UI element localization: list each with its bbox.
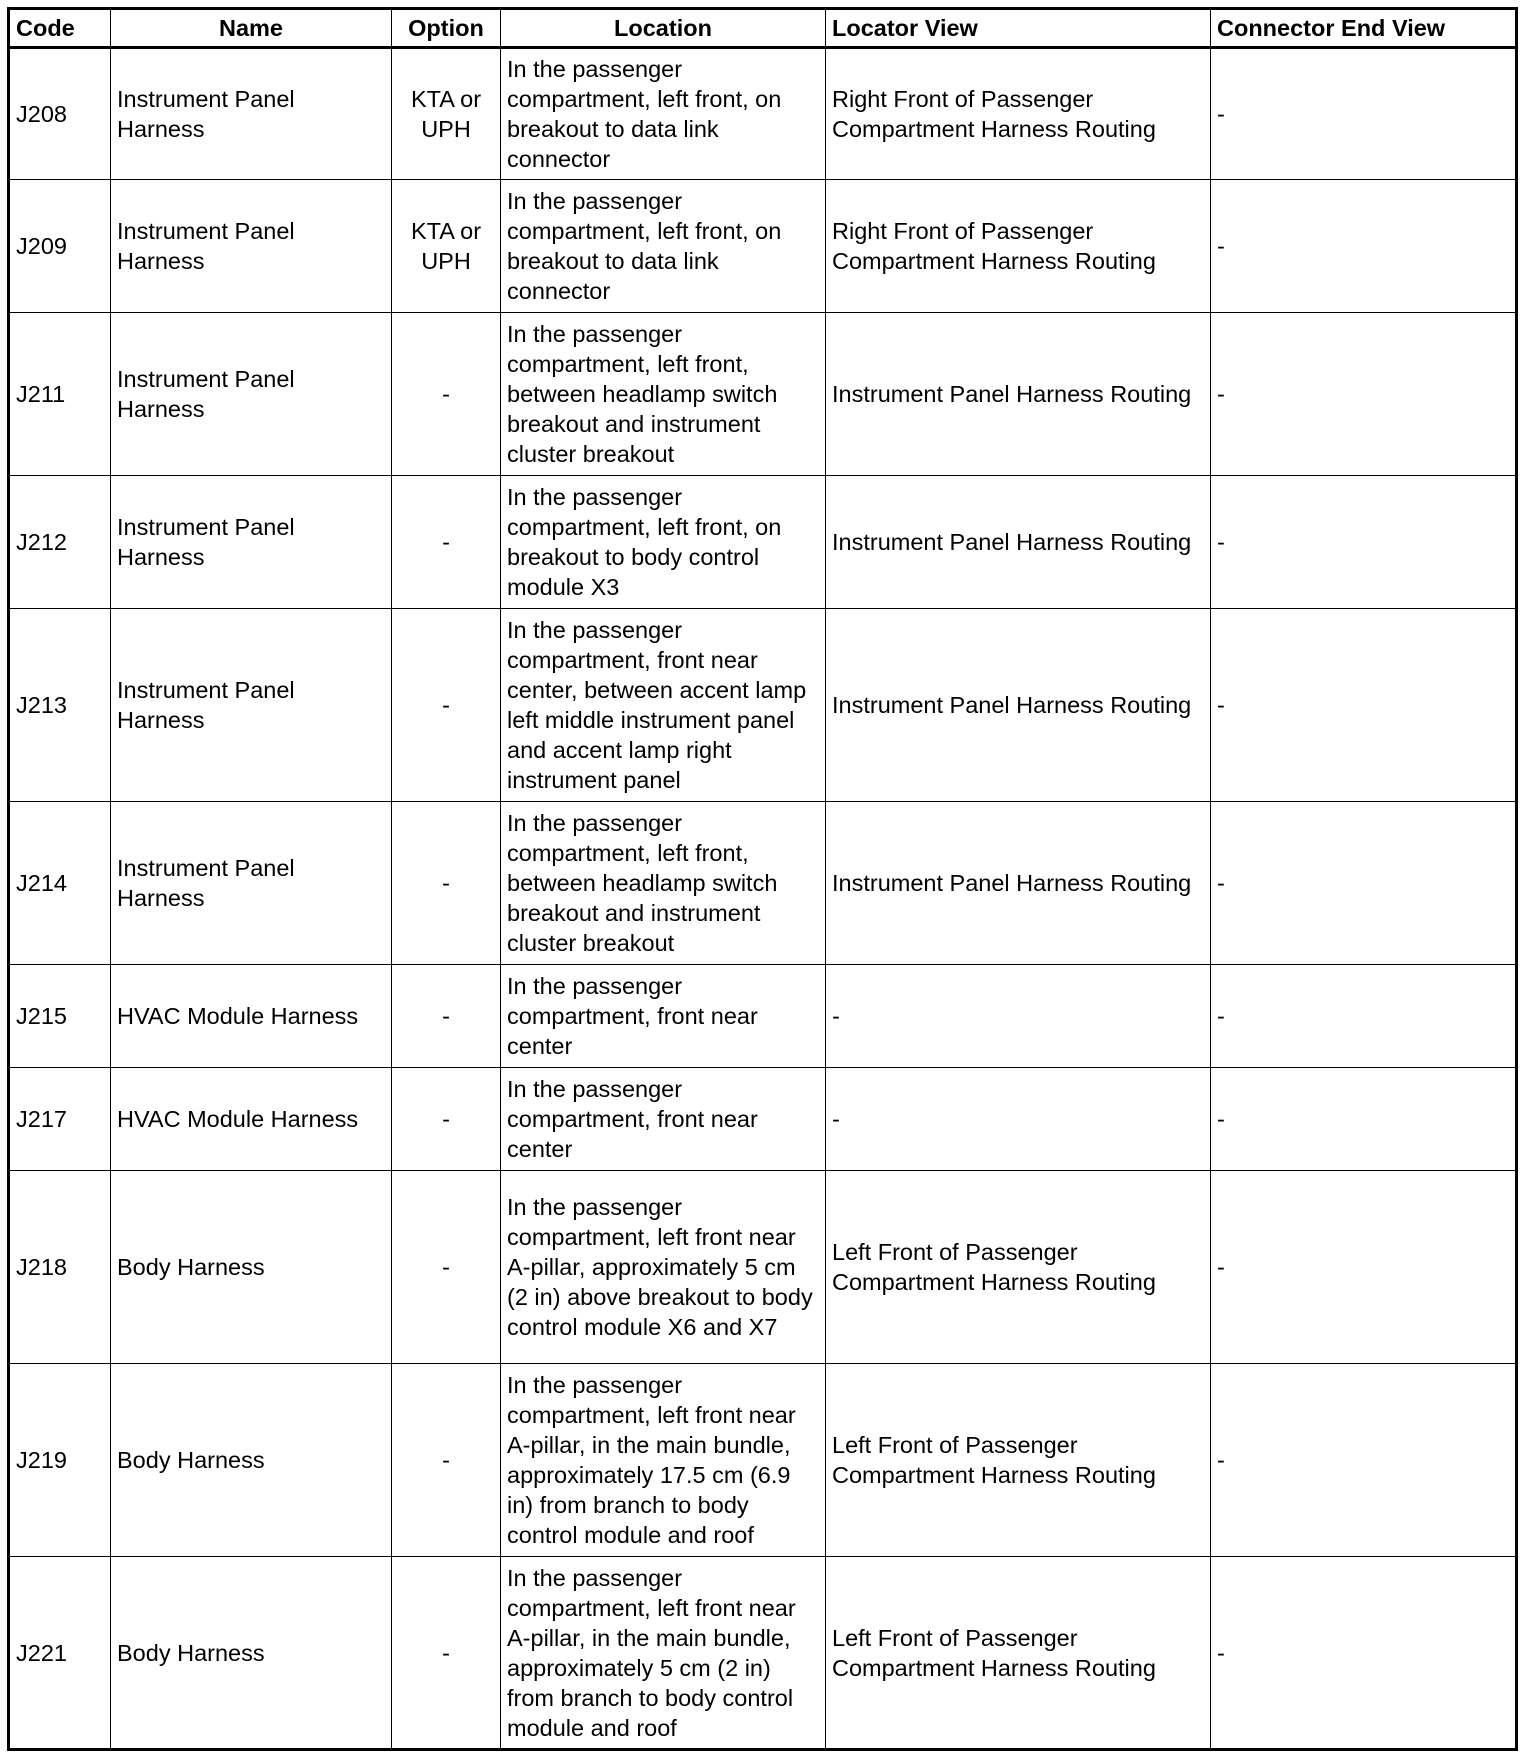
cell-option: KTA or UPH bbox=[392, 48, 501, 180]
cell-locator-view: Instrument Panel Harness Routing bbox=[826, 802, 1211, 965]
cell-locator-view: - bbox=[826, 1068, 1211, 1171]
connector-table bbox=[7, 7, 1518, 1751]
cell-locator-view: Right Front of Passenger Compartment Harness Routing bbox=[826, 48, 1211, 180]
cell-location: In the passenger compartment, front near center, between accent lamp left middle instrument panel and accent lamp right instrument panel bbox=[501, 609, 826, 802]
cell-locator-view: - bbox=[826, 965, 1211, 1068]
cell-location: In the passenger compartment, left front, on breakout to body control module X3 bbox=[501, 476, 826, 609]
cell-code: J217 bbox=[9, 1068, 111, 1171]
header-locator-view: Locator View bbox=[826, 9, 1211, 48]
cell-locator-view: Left Front of Passenger Compartment Harness Routing bbox=[826, 1171, 1211, 1364]
cell-connector-end-view: - bbox=[1211, 180, 1517, 313]
table-row bbox=[9, 1171, 1517, 1364]
cell-code: J215 bbox=[9, 965, 111, 1068]
cell-code: J212 bbox=[9, 476, 111, 609]
table-row bbox=[9, 313, 1517, 476]
cell-location: In the passenger compartment, front near center bbox=[501, 965, 826, 1068]
cell-location: In the passenger compartment, front near center bbox=[501, 1068, 826, 1171]
cell-name: Instrument Panel Harness bbox=[111, 609, 392, 802]
header-connector-end-view: Connector End View bbox=[1211, 9, 1517, 48]
cell-code: J221 bbox=[9, 1557, 111, 1750]
cell-name: Instrument Panel Harness bbox=[111, 180, 392, 313]
table-row bbox=[9, 965, 1517, 1068]
cell-location: In the passenger compartment, left front, between headlamp switch breakout and instrument cluster breakout bbox=[501, 313, 826, 476]
header-row bbox=[9, 9, 1517, 48]
cell-locator-view: Instrument Panel Harness Routing bbox=[826, 476, 1211, 609]
cell-location: In the passenger compartment, left front near A-pillar, approximately 5 cm (2 in) above breakout to body control module X6 and X7 bbox=[501, 1171, 826, 1364]
cell-name: Instrument Panel Harness bbox=[111, 802, 392, 965]
cell-option: - bbox=[392, 476, 501, 609]
cell-option: - bbox=[392, 1364, 501, 1557]
cell-option: - bbox=[392, 1068, 501, 1171]
cell-connector-end-view: - bbox=[1211, 1171, 1517, 1364]
cell-option: - bbox=[392, 1557, 501, 1750]
cell-location: In the passenger compartment, left front, on breakout to data link connector bbox=[501, 180, 826, 313]
cell-option: KTA or UPH bbox=[392, 180, 501, 313]
table-row bbox=[9, 1364, 1517, 1557]
cell-connector-end-view: - bbox=[1211, 476, 1517, 609]
cell-option: - bbox=[392, 609, 501, 802]
header-option: Option bbox=[392, 9, 501, 48]
cell-connector-end-view: - bbox=[1211, 1364, 1517, 1557]
table-row bbox=[9, 1068, 1517, 1171]
cell-code: J213 bbox=[9, 609, 111, 802]
cell-option: - bbox=[392, 313, 501, 476]
cell-connector-end-view: - bbox=[1211, 965, 1517, 1068]
cell-code: J219 bbox=[9, 1364, 111, 1557]
cell-code: J208 bbox=[9, 48, 111, 180]
cell-locator-view: Left Front of Passenger Compartment Harness Routing bbox=[826, 1557, 1211, 1750]
cell-connector-end-view: - bbox=[1211, 1557, 1517, 1750]
cell-connector-end-view: - bbox=[1211, 802, 1517, 965]
cell-name: Instrument Panel Harness bbox=[111, 476, 392, 609]
cell-code: J218 bbox=[9, 1171, 111, 1364]
cell-option: - bbox=[392, 1171, 501, 1364]
cell-name: Instrument Panel Harness bbox=[111, 313, 392, 476]
table-row bbox=[9, 476, 1517, 609]
cell-code: J214 bbox=[9, 802, 111, 965]
cell-connector-end-view: - bbox=[1211, 313, 1517, 476]
cell-connector-end-view: - bbox=[1211, 48, 1517, 180]
header-code: Code bbox=[9, 9, 111, 48]
cell-locator-view: Instrument Panel Harness Routing bbox=[826, 313, 1211, 476]
cell-name: HVAC Module Harness bbox=[111, 965, 392, 1068]
cell-locator-view: Instrument Panel Harness Routing bbox=[826, 609, 1211, 802]
cell-name: Body Harness bbox=[111, 1364, 392, 1557]
cell-location: In the passenger compartment, left front near A-pillar, in the main bundle, approximately 5 cm (2 in) from branch to body control module and roof bbox=[501, 1557, 826, 1750]
table-row bbox=[9, 1557, 1517, 1750]
cell-location: In the passenger compartment, left front near A-pillar, in the main bundle, approximately 17.5 cm (6.9 in) from branch to body control module and roof bbox=[501, 1364, 826, 1557]
cell-location: In the passenger compartment, left front, on breakout to data link connector bbox=[501, 48, 826, 180]
cell-name: Body Harness bbox=[111, 1557, 392, 1750]
header-location: Location bbox=[501, 9, 826, 48]
table-row bbox=[9, 48, 1517, 180]
cell-location: In the passenger compartment, left front, between headlamp switch breakout and instrument cluster breakout bbox=[501, 802, 826, 965]
cell-name: Body Harness bbox=[111, 1171, 392, 1364]
table-row bbox=[9, 180, 1517, 313]
cell-option: - bbox=[392, 802, 501, 965]
cell-code: J211 bbox=[9, 313, 111, 476]
cell-connector-end-view: - bbox=[1211, 609, 1517, 802]
cell-option: - bbox=[392, 965, 501, 1068]
cell-name: HVAC Module Harness bbox=[111, 1068, 392, 1171]
table-row bbox=[9, 802, 1517, 965]
cell-name: Instrument Panel Harness bbox=[111, 48, 392, 180]
cell-code: J209 bbox=[9, 180, 111, 313]
cell-locator-view: Right Front of Passenger Compartment Harness Routing bbox=[826, 180, 1211, 313]
cell-connector-end-view: - bbox=[1211, 1068, 1517, 1171]
table-row bbox=[9, 609, 1517, 802]
header-name: Name bbox=[111, 9, 392, 48]
cell-locator-view: Left Front of Passenger Compartment Harness Routing bbox=[826, 1364, 1211, 1557]
